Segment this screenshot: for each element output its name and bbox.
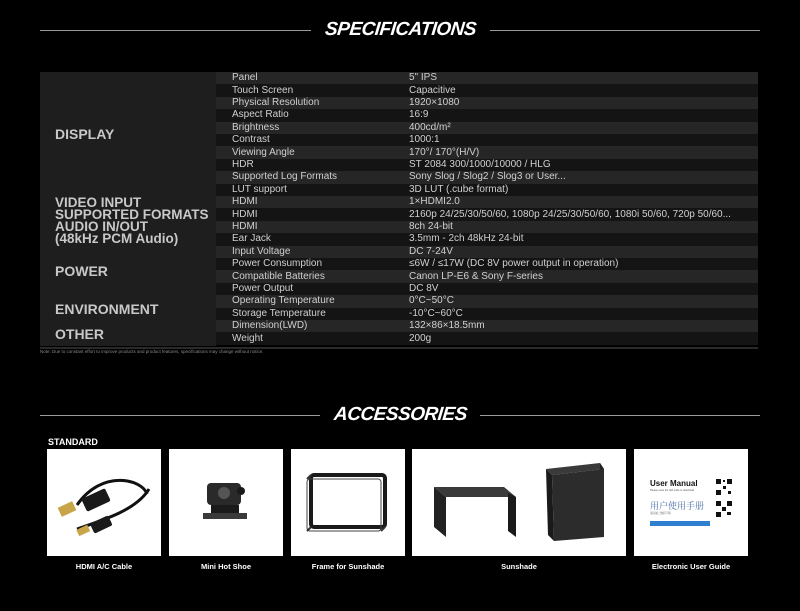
spec-value: -10°C~60°C xyxy=(409,307,463,319)
spec-key: Brightness xyxy=(232,121,280,133)
spec-value: DC 8V xyxy=(409,282,439,294)
sunshade-icon xyxy=(412,449,626,556)
specifications-title: SPECIFICATIONS xyxy=(323,19,477,40)
spec-key: HDMI xyxy=(232,196,258,208)
spec-row xyxy=(216,320,758,332)
standard-label: STANDARD xyxy=(48,437,98,447)
spec-key: Power Consumption xyxy=(232,258,323,270)
spec-value: 8ch 24-bit xyxy=(409,220,453,232)
accessory-label: HDMI A/C Cable xyxy=(75,562,133,571)
spec-value: Sony Slog / Slog2 / Slog3 or User... xyxy=(409,171,566,183)
manual-blue-bar xyxy=(650,521,710,526)
manual-chinese-subtitle: 请扫描二维码下载 xyxy=(650,512,671,515)
spec-row xyxy=(216,146,758,158)
spec-key: Compatible Batteries xyxy=(232,270,325,282)
sunshade-frame-icon xyxy=(291,449,405,556)
accessory-card-hdmi-cable xyxy=(47,449,161,556)
spec-key: Aspect Ratio xyxy=(232,109,289,121)
spec-key: Operating Temperature xyxy=(232,295,335,307)
spec-row xyxy=(216,109,758,121)
category-power: POWER xyxy=(40,246,216,296)
manual-title: User Manual xyxy=(650,479,698,488)
spec-value: 3.5mm - 2ch 48kHz 24-bit xyxy=(409,233,524,245)
spec-row xyxy=(216,134,758,146)
accessory-card-user-guide xyxy=(634,449,748,556)
manual-subtitle: Please scan the QR code to download xyxy=(650,489,695,492)
category-audio: AUDIO IN/OUT xyxy=(55,219,148,234)
disclaimer-note: Note: Due to constant effort to improve products and product features, specifications may change without notice. xyxy=(40,349,264,354)
spec-value: Capacitive xyxy=(409,84,456,96)
spec-row xyxy=(216,171,758,183)
spec-value: 2160p 24/25/30/50/60, 1080p 24/25/30/50/60, 1080i 50/60, 720p 50/60... xyxy=(409,208,731,220)
category-environment: ENVIRONMENT xyxy=(40,296,216,321)
spec-key: HDMI xyxy=(232,208,258,220)
accessory-card-sunshade-frame xyxy=(291,449,405,556)
spec-value: 5" IPS xyxy=(409,72,438,84)
spec-row xyxy=(216,308,758,320)
header-rule-left xyxy=(40,415,320,416)
qr-code-icon xyxy=(716,479,732,495)
spec-key: Supported Log Formats xyxy=(232,171,338,183)
header-rule-right xyxy=(480,415,760,416)
manual-chinese-title: 用户使用手册 xyxy=(650,501,705,511)
spec-value: 3D LUT (.cube format) xyxy=(409,183,509,195)
header-rule-left xyxy=(40,30,311,31)
spec-key: Viewing Angle xyxy=(232,146,295,158)
spec-value: 170°/ 170°(H/V) xyxy=(409,146,480,158)
spec-key: Panel xyxy=(232,72,258,84)
spec-value: Canon LP-E6 & Sony F-series xyxy=(409,270,543,282)
category-display: DISPLAY xyxy=(40,72,216,196)
accessories-header xyxy=(40,404,760,426)
accessory-label: Frame for Sunshade xyxy=(311,562,385,571)
spec-value: DC 7-24V xyxy=(409,245,453,257)
spec-row xyxy=(216,270,758,282)
spec-row xyxy=(216,84,758,96)
spec-table xyxy=(40,72,758,346)
spec-key: Storage Temperature xyxy=(232,307,326,319)
spec-row xyxy=(216,233,758,245)
accessory-card-sunshade xyxy=(412,449,626,556)
spec-value: 1×HDMI2.0 xyxy=(409,196,460,208)
spec-row xyxy=(216,122,758,134)
spec-row xyxy=(216,97,758,109)
spec-key: Weight xyxy=(232,332,263,344)
spec-key: Power Output xyxy=(232,282,294,294)
spec-value: 16:9 xyxy=(409,109,429,121)
spec-key: Physical Resolution xyxy=(232,96,320,108)
category-video-audio xyxy=(40,196,216,246)
spec-key: Input Voltage xyxy=(232,245,291,257)
hdmi-cable-icon xyxy=(47,449,161,556)
category-other: OTHER xyxy=(40,321,216,346)
spec-row xyxy=(216,208,758,220)
spec-row xyxy=(216,72,758,84)
category-audio-sub: (48kHz PCM Audio) xyxy=(55,231,179,246)
accessory-label: Mini Hot Shoe xyxy=(201,562,251,571)
category-video-input: VIDEO INPUT xyxy=(55,195,142,210)
specifications-header xyxy=(40,19,760,41)
spec-value: 1920×1080 xyxy=(409,96,460,108)
spec-row xyxy=(216,196,758,208)
hot-shoe-icon xyxy=(169,449,283,556)
user-guide-icon xyxy=(646,473,738,533)
spec-row xyxy=(216,258,758,270)
spec-value: 200g xyxy=(409,332,432,344)
spec-row xyxy=(216,184,758,196)
spec-value: 132×86×18.5mm xyxy=(409,320,485,332)
header-rule-right xyxy=(490,30,761,31)
spec-key: HDMI xyxy=(232,220,258,232)
spec-key: Touch Screen xyxy=(232,84,294,96)
spec-key: Dimension(LWD) xyxy=(232,320,308,332)
spec-row xyxy=(216,283,758,295)
spec-value: ≤6W / ≤17W (DC 8V power output in operation) xyxy=(409,258,619,270)
accessory-card-hot-shoe xyxy=(169,449,283,556)
spec-row xyxy=(216,295,758,307)
spec-value: ST 2084 300/1000/10000 / HLG xyxy=(409,158,551,170)
spec-row xyxy=(216,221,758,233)
spec-value: 0°C~50°C xyxy=(409,295,454,307)
spec-key: Contrast xyxy=(232,134,270,146)
spec-row xyxy=(216,332,758,344)
spec-key: LUT support xyxy=(232,183,287,195)
spec-row xyxy=(216,159,758,171)
accessories-title: ACCESSORIES xyxy=(332,404,468,425)
accessory-label: Electronic User Guide xyxy=(651,562,731,571)
accessory-label: Sunshade xyxy=(501,562,537,571)
spec-value: 1000:1 xyxy=(409,134,440,146)
category-supported-formats: SUPPORTED FORMATS xyxy=(55,207,209,222)
spec-row xyxy=(216,246,758,258)
spec-value: 400cd/m² xyxy=(409,121,451,133)
spec-key: Ear Jack xyxy=(232,233,271,245)
spec-key: HDR xyxy=(232,158,254,170)
qr-code-icon xyxy=(716,501,732,517)
